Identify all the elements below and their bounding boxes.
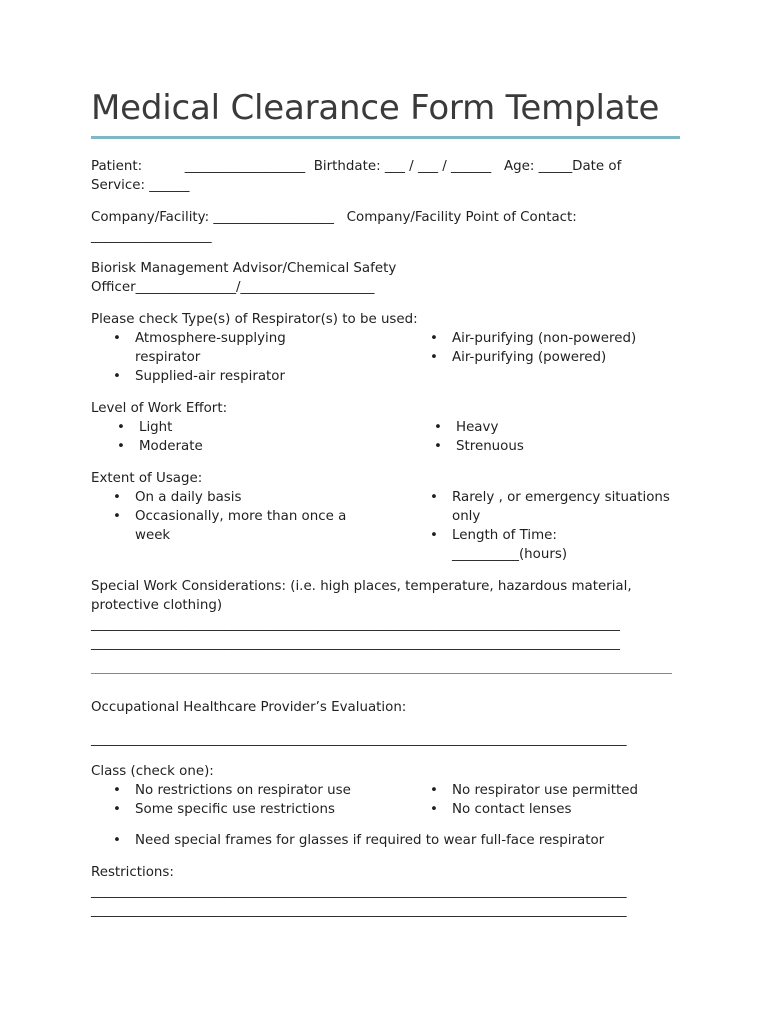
option-label: Rarely , or emergency situations [452, 490, 670, 505]
bullet-icon: • [113, 331, 121, 346]
patient-section [91, 157, 681, 195]
bullet-icon: • [117, 420, 125, 435]
restrictions-heading: Restrictions: [91, 865, 174, 880]
option-label: Atmosphere-supplying [135, 331, 286, 346]
page-title: Medical Clearance Form Template [91, 88, 660, 128]
evaluation-heading: Occupational Healthcare Provider’s Evaluation: [91, 700, 407, 715]
company-section [91, 208, 681, 246]
section-divider [91, 673, 672, 674]
restrictions-blank-2[interactable]: ________________________________________________________________________________ [91, 903, 627, 918]
option-label: Occasionally, more than once a [135, 509, 347, 524]
option-label: Light [139, 420, 173, 435]
option-label: Moderate [139, 439, 203, 454]
restrictions-section [91, 863, 681, 920]
usage-heading: Extent of Usage: [91, 471, 203, 486]
option-label: Strenuous [456, 439, 524, 454]
option-label: Heavy [456, 420, 499, 435]
patient-line-2: Service: ______ [91, 178, 190, 193]
bullet-icon: • [430, 528, 438, 543]
special-blank-2[interactable]: _______________________________________________________________________________ [91, 636, 620, 651]
option-label: only [452, 509, 481, 524]
special-blank-1[interactable]: _______________________________________________________________________________ [91, 617, 620, 632]
patient-line-1: Patient: __________________ Birthdate: ___ / ___ / ______ Age: _____Date of [91, 159, 622, 174]
option-label: Air-purifying (powered) [452, 350, 607, 365]
restrictions-blank-1[interactable]: ________________________________________________________________________________ [91, 884, 627, 899]
bullet-icon: • [113, 802, 121, 817]
bullet-icon: • [113, 509, 121, 524]
special-line-2: protective clothing) [91, 598, 223, 613]
effort-heading: Level of Work Effort: [91, 401, 228, 416]
option-label: No contact lenses [452, 802, 572, 817]
bullet-icon: • [430, 490, 438, 505]
bullet-icon: • [113, 490, 121, 505]
bullet-icon: • [113, 783, 121, 798]
option-label: Some specific use restrictions [135, 802, 335, 817]
biorisk-line-2: Officer_______________/____________________ [91, 280, 375, 295]
respirator-heading: Please check Type(s) of Respirator(s) to be used: [91, 312, 418, 327]
option-label: week [135, 528, 171, 543]
bullet-icon: • [117, 439, 125, 454]
bullet-icon: • [430, 802, 438, 817]
company-line-2: __________________ [91, 229, 212, 244]
option-label: Supplied-air respirator [135, 369, 285, 384]
evaluation-blank[interactable]: ________________________________________________________________________________ [91, 732, 627, 747]
option-label: Air-purifying (non-powered) [452, 331, 637, 346]
title-underline [91, 136, 680, 139]
company-line-1: Company/Facility: __________________ Company/Facility Point of Contact: [91, 210, 577, 225]
option-label: No respirator use permitted [452, 783, 638, 798]
option-label: respirator [135, 350, 201, 365]
bullet-icon: • [430, 783, 438, 798]
bullet-icon: • [113, 833, 121, 848]
bullet-icon: • [434, 420, 442, 435]
biorisk-line-1: Biorisk Management Advisor/Chemical Safety [91, 261, 397, 276]
special-section [91, 577, 681, 653]
option-label: Need special frames for glasses if required to wear full-face respirator [135, 833, 605, 848]
bullet-icon: • [430, 331, 438, 346]
option-label: Length of Time: [452, 528, 557, 543]
bullet-icon: • [434, 439, 442, 454]
special-line-1: Special Work Considerations: (i.e. high places, temperature, hazardous material, [91, 579, 632, 594]
bullet-icon: • [113, 369, 121, 384]
option-label: On a daily basis [135, 490, 242, 505]
class-heading: Class (check one): [91, 764, 214, 779]
bullet-icon: • [430, 350, 438, 365]
biorisk-section [91, 259, 681, 297]
option-label: No restrictions on respirator use [135, 783, 351, 798]
hours-blank: __________(hours) [452, 547, 568, 562]
